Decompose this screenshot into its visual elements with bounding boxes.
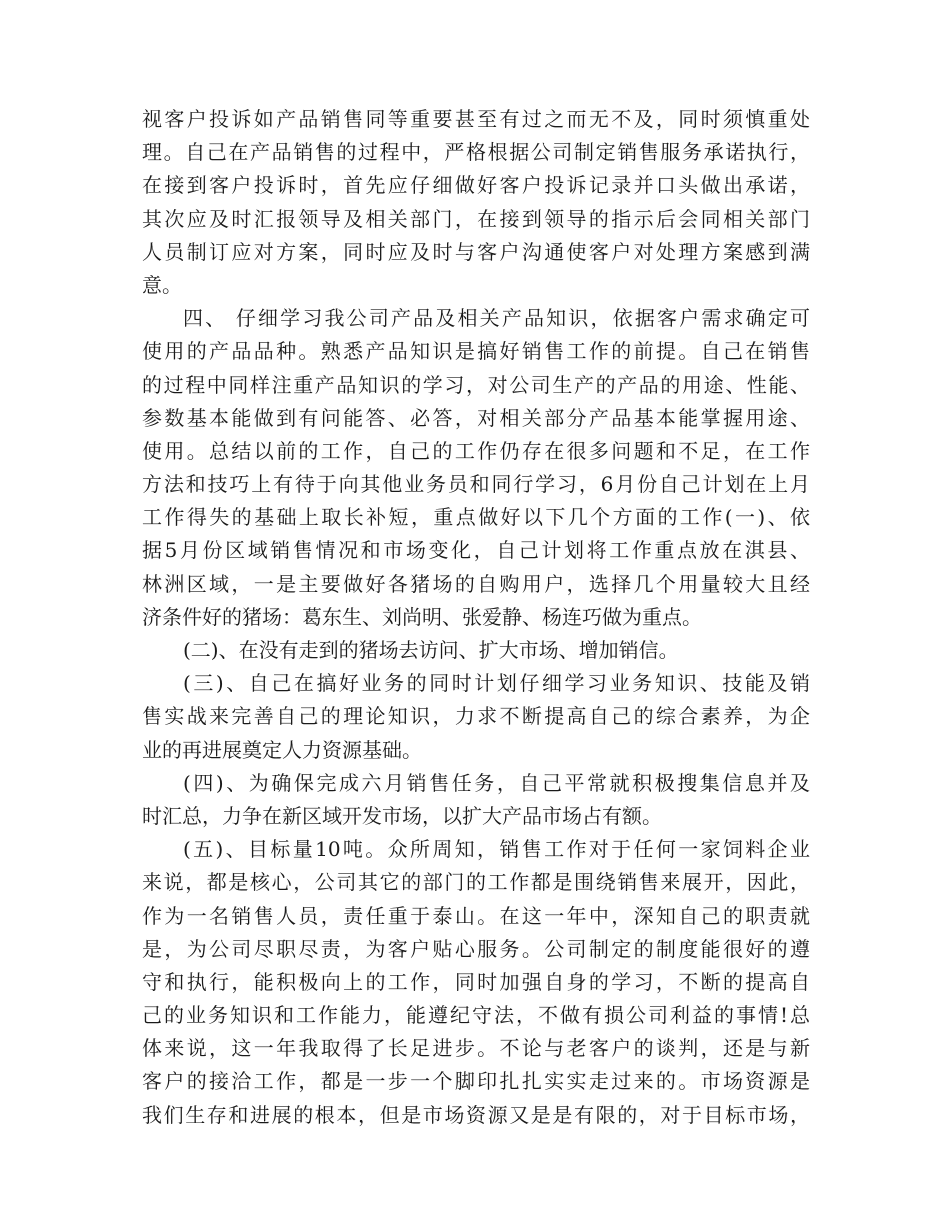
text-line-24: 来说，都是核心，公司其它的部门的工作都是围绕销售来展开，因此， [142,870,810,895]
text-line-9: 的过程中同样注重产品知识的学习，对公司生产的产品的用途、性能、 [142,372,810,397]
text-line-7: 四、 仔细学习我公司产品及相关产品知识，依据客户需求确定可 [183,306,810,331]
text-line-2: 理。自己在产品销售的过程中，严格根据公司制定销售服务承诺执行， [142,140,810,165]
text-line-1: 视客户投诉如产品销售同等重要甚至有过之而无不及，同时须慎重处 [142,107,810,131]
text-line-29: 体来说，这一年我取得了长足进步。不论与老客户的谈判，还是与新 [142,1036,810,1061]
text-line-28: 己的业务知识和工作能力，能遵纪守法，不做有损公司利益的事情!总 [142,1003,810,1028]
text-line-21: (四)、为确保完成六月销售任务，自己平常就积极搜集信息并及 [183,770,810,795]
text-line-31: 我们生存和进展的根本，但是市场资源又是是有限的，对于目标市场， [142,1102,810,1127]
text-line-8: 使用的产品品种。熟悉产品知识是搞好销售工作的前提。自己在销售 [142,339,810,364]
text-line-30: 客户的接洽工作，都是一步一个脚印扎扎实实走过来的。市场资源是 [142,1069,810,1094]
text-line-14: 据5月份区域销售情况和市场变化，自己计划将工作重点放在淇县、 [142,538,810,563]
text-line-26: 是，为公司尽职尽责，为客户贴心服务。公司制定的制度能很好的遵 [142,936,810,961]
text-line-17: (二)、在没有走到的猪场去访问、扩大市场、增加销信。 [183,638,679,662]
text-line-23: (五)、目标量10吨。众所周知，销售工作对于任何一家饲料企业 [183,837,810,862]
text-line-5: 人员制订应对方案，同时应及时与客户沟通使客户对处理方案感到满 [142,239,810,264]
text-line-13: 工作得失的基础上取长补短，重点做好以下几个方面的工作(一)、依 [142,505,810,530]
text-line-6: 意。 [142,272,182,297]
text-line-22: 时汇总，力争在新区域开发市场，以扩大产品市场占有额。 [142,803,662,828]
text-line-11: 使用。总结以前的工作，自己的工作仍存在很多问题和不足，在工作 [142,438,810,463]
text-line-10: 参数基本能做到有问能答、必答，对相关部分产品基本能掌握用途、 [142,405,810,430]
text-line-12: 方法和技巧上有待于向其他业务员和同行学习，6月份自己计划在上月 [142,472,810,497]
text-line-3: 在接到客户投诉时，首先应仔细做好客户投诉记录并口头做出承诺， [142,173,810,198]
text-line-4: 其次应及时汇报领导及相关部门，在接到领导的指示后会同相关部门 [142,206,810,231]
text-line-16: 济条件好的猪场：葛东生、刘尚明、张爱静、杨连巧做为重点。 [142,604,702,629]
document-body [142,103,810,1132]
text-line-20: 业的再进展奠定人力资源基础。 [142,737,422,762]
text-line-19: 售实战来完善自己的理论知识，力求不断提高自己的综合素养，为企 [142,704,810,729]
text-line-18: (三)、自己在搞好业务的同时计划仔细学习业务知识、技能及销 [183,671,810,696]
text-line-15: 林洲区域，一是主要做好各猪场的自购用户，选择几个用量较大且经 [142,571,810,596]
text-line-27: 守和执行，能积极向上的工作，同时加强自身的学习，不断的提高自 [142,969,810,994]
text-line-25: 作为一名销售人员，责任重于泰山。在这一年中，深知自己的职责就 [142,903,810,928]
